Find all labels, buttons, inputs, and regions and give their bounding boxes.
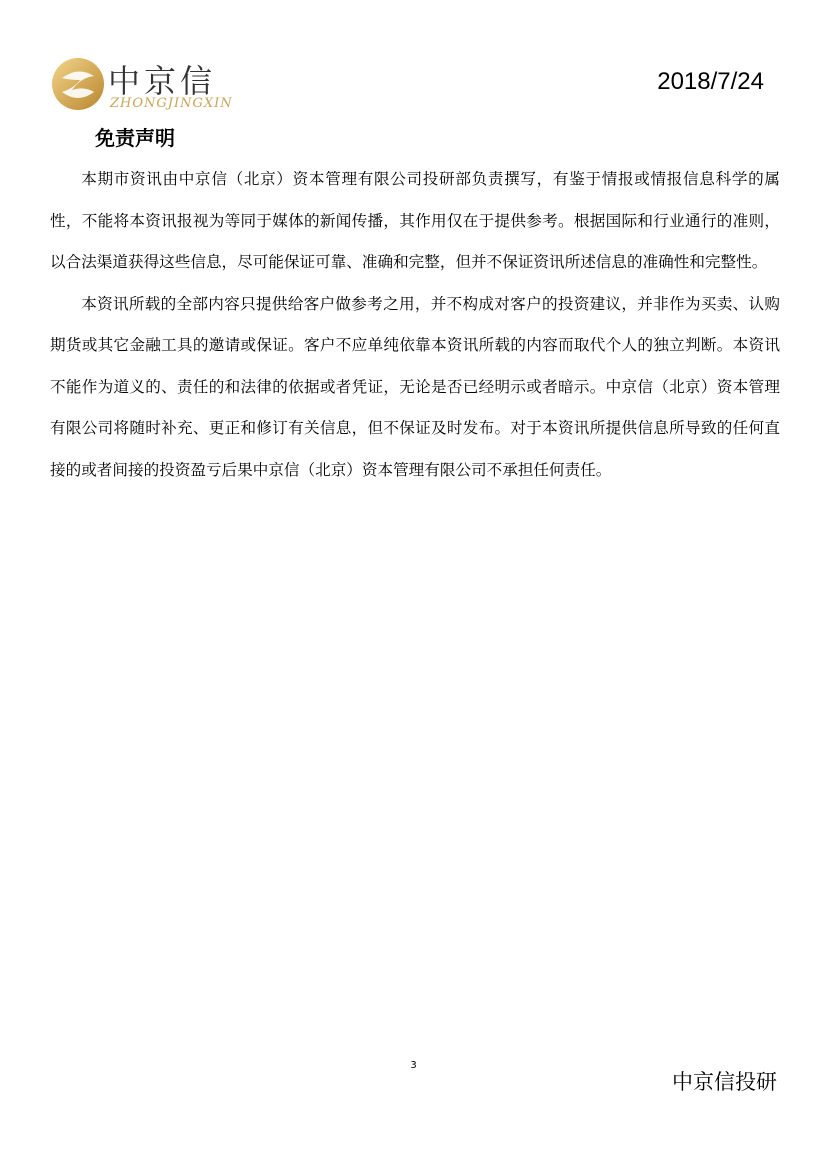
page-title: 免责声明 <box>95 126 175 150</box>
zhongjingxin-logo-icon <box>50 56 106 112</box>
page-number: 3 <box>410 1060 417 1071</box>
logo-english-text: ZHONGJINGXIN <box>110 96 233 111</box>
footer-brand: 中京信投研 <box>672 1070 777 1094</box>
company-logo <box>50 56 240 116</box>
logo-chinese-text: 中京信 <box>108 62 217 100</box>
disclaimer-body <box>50 159 780 491</box>
paragraph-2: 本资讯所载的全部内容只提供给客户做参考之用，并不构成对客户的投资建议，并非作为买卖、认购期货或其它金融工具的邀请或保证。客户不应单纯依靠本资讯所载的内容而取代个人的独立判断。本资讯不能作为道义的、责任的和法律的依据或者凭证，无论是否已经明示或者暗示。中京信（北京）资本管理有限公司将随时补充、更正和修订有关信息，但不保证及时发布。对于本资讯所提供信息所导致的任何直接的或者间接的投资盈亏后果中京信（北京）资本管理有限公司不承担任何责任。 <box>50 294 780 479</box>
report-date: 2018/7/24 <box>657 68 764 95</box>
paragraph-1: 本期市资讯由中京信（北京）资本管理有限公司投研部负责撰写，有鉴于情报或情报信息科学的属性，不能将本资讯报视为等同于媒体的新闻传播，其作用仅在于提供参考。根据国际和行业通行的准则，以合法渠道获得这些信息，尽可能保证可靠、准确和完整，但并不保证资讯所述信息的准确性和完整性。 <box>50 170 780 271</box>
